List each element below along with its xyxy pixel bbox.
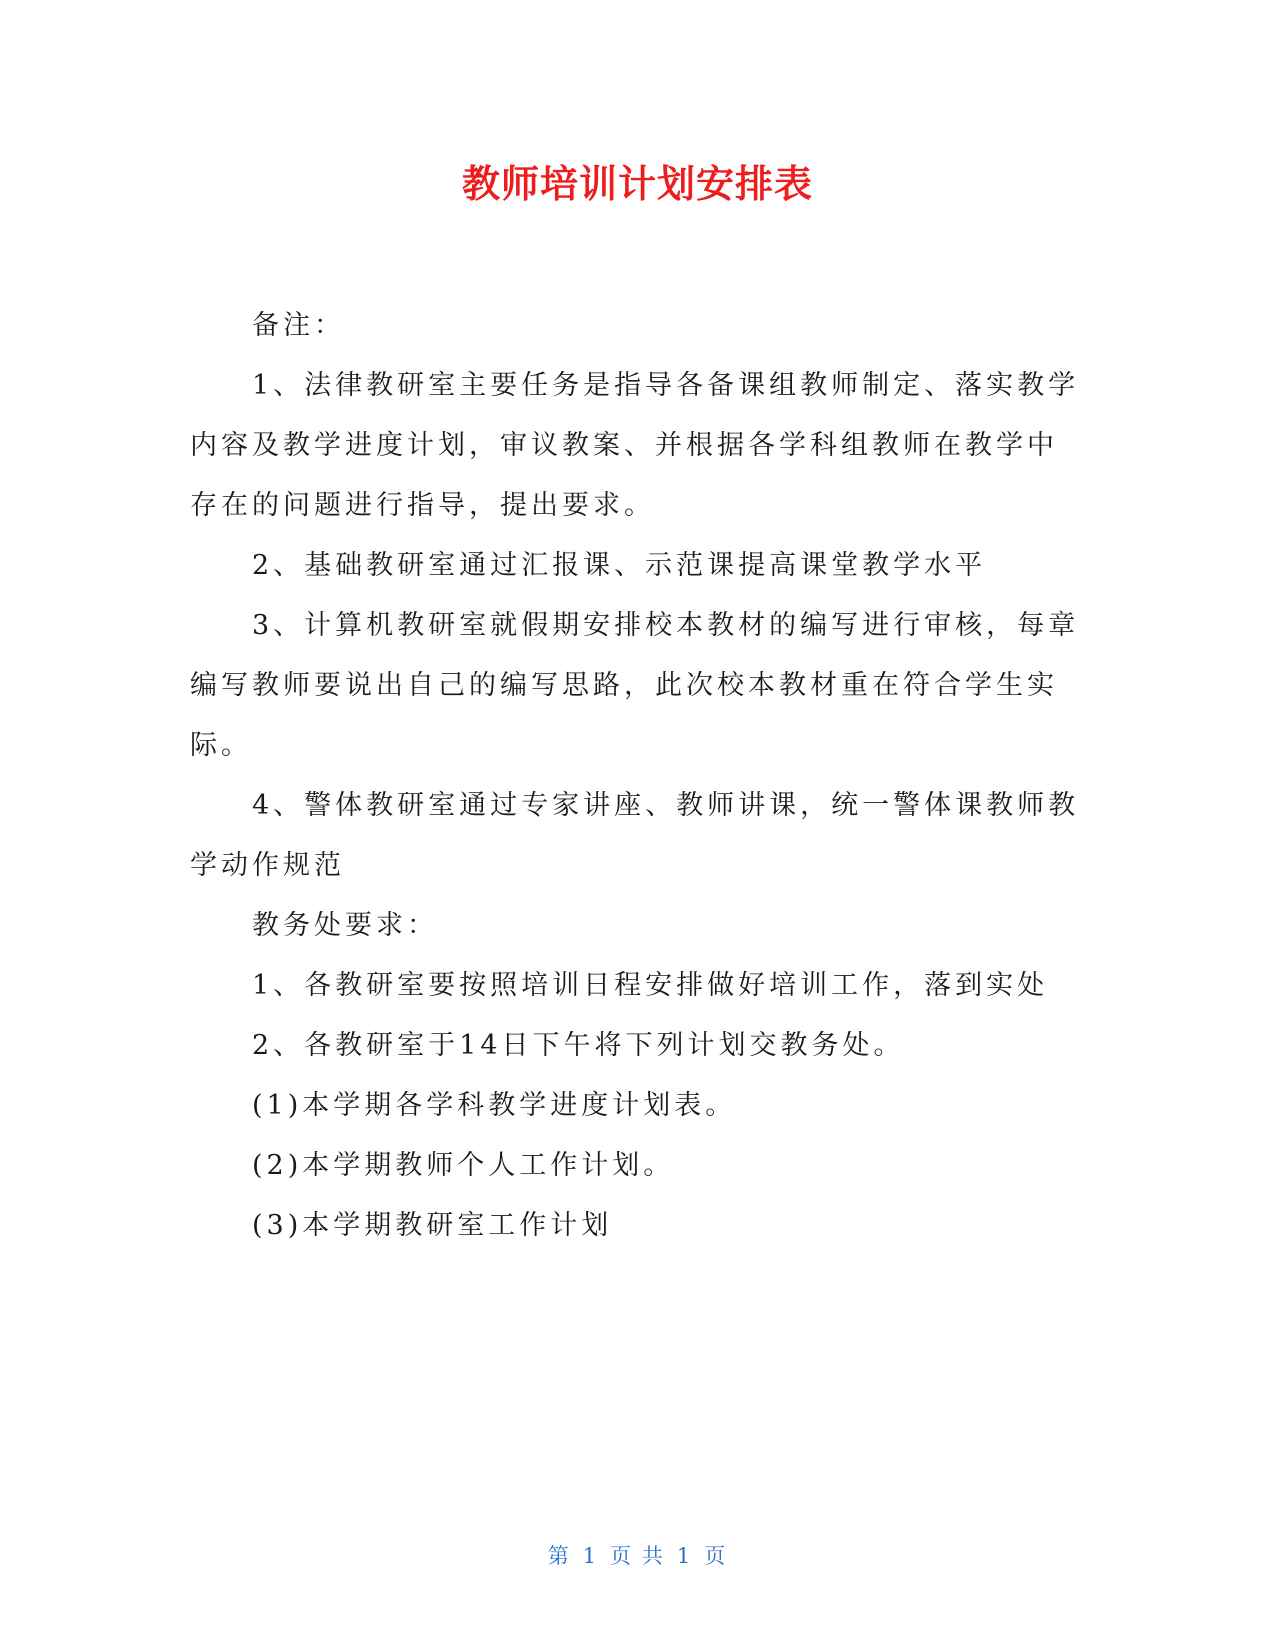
footer-current-page: 1 <box>582 1544 599 1568</box>
note-item-law: 1、法律教研室主要任务是指导各备课组教师制定、落实教学内容及教学进度计划，审议教案、并根据各学科组教师在教学中存在的问题进行指导，提出要求。 <box>190 370 1080 521</box>
plan-item-2: (2)本学期教师个人工作计划。 <box>252 1150 675 1181</box>
requirement-item-1: 1、各教研室要按照培训日程安排做好培训工作，落到实处 <box>252 970 1049 1001</box>
note-item-computer: 3、计算机教研室就假期安排校本教材的编写进行审核，每章编写教师要说出自己的编写思路，此次校本教材重在符合学生实际。 <box>190 610 1080 761</box>
plan-item-1: (1)本学期各学科教学进度计划表。 <box>252 1090 737 1121</box>
requirement-item-2: 2、各教研室于14日下午将下列计划交教务处。 <box>252 1030 905 1061</box>
plan-item-3: (3)本学期教研室工作计划 <box>252 1210 613 1241</box>
footer-suffix: 页 <box>704 1544 728 1568</box>
note-item-police: 4、警体教研室通过专家讲座、教师讲课，统一警体课教师教学动作规范 <box>190 790 1080 881</box>
footer-total-pages: 1 <box>676 1544 693 1568</box>
footer-prefix: 第 <box>547 1544 571 1568</box>
footer-mid: 页 共 <box>610 1544 665 1568</box>
requirements-heading: 教务处要求： <box>252 910 438 941</box>
page-number-footer <box>0 1540 1275 1570</box>
document-title: 教师培训计划安排表 <box>461 162 813 206</box>
note-item-basic: 2、基础教研室通过汇报课、示范课提高课堂教学水平 <box>252 550 987 581</box>
document-body <box>190 296 1080 1256</box>
note-heading: 备注： <box>252 310 345 341</box>
